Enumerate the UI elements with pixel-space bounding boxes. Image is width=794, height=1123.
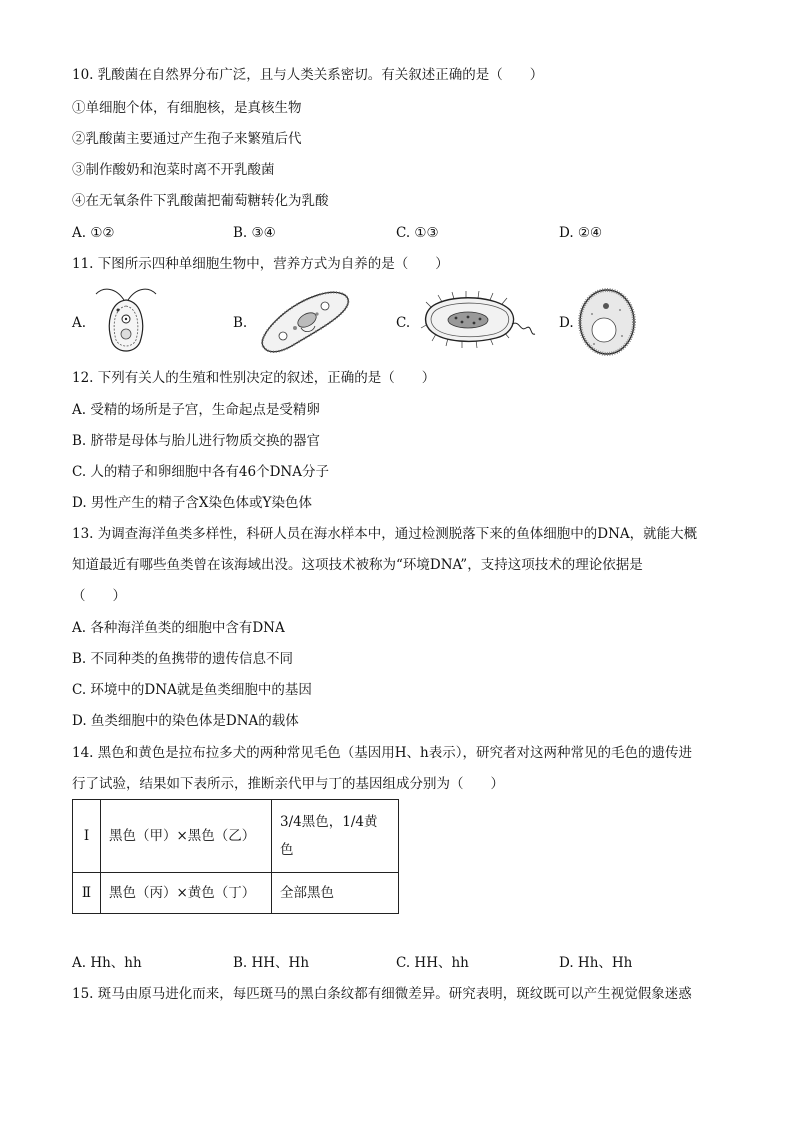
q13-option-a[interactable]: A. 各种海洋鱼类的细胞中含有DNA	[72, 620, 285, 636]
q11-label-c[interactable]: C.	[396, 315, 411, 331]
q10-item-1: ①单细胞个体，有细胞核，是真核生物	[72, 100, 302, 116]
q10-option-b[interactable]: B. ③④	[233, 225, 276, 241]
yeast-icon	[576, 286, 638, 358]
q13-option-d[interactable]: D. 鱼类细胞中的染色体是DNA的载体	[72, 713, 299, 729]
q12-option-c[interactable]: C. 人的精子和卵细胞中各有46个DNA分子	[72, 464, 329, 480]
q10-item-4: ④在无氧条件下乳酸菌把葡萄糖转化为乳酸	[72, 193, 329, 209]
group-cell: Ⅰ	[73, 800, 101, 873]
result-line-2: 色	[280, 842, 294, 858]
q13-option-b[interactable]: B. 不同种类的鱼携带的遗传信息不同	[72, 651, 294, 667]
bacterium-icon	[416, 290, 536, 354]
cross-cell: 黑色（甲）×黑色（乙）	[101, 800, 272, 873]
q10-item-2: ②乳酸菌主要通过产生孢子来繁殖后代	[72, 131, 302, 147]
q15-stem-line-1: 15. 斑马由原马进化而来，每匹斑马的黑白条纹都有细微差异。研究表明，斑纹既可以产生视觉假象迷惑	[72, 986, 692, 1002]
chlamydomonas-icon	[90, 286, 162, 358]
q11-stem: 11. 下图所示四种单细胞生物中，营养方式为自养的是（ ）	[72, 256, 449, 272]
q14-stem-line-2: 行了试验，结果如下表所示，推断亲代甲与丁的基因组成分别为（ ）	[72, 776, 504, 792]
table-row	[73, 800, 399, 873]
q10-stem: 10. 乳酸菌在自然界分布广泛，且与人类关系密切。有关叙述正确的是（ ）	[72, 67, 544, 83]
q10-option-c[interactable]: C. ①③	[396, 225, 439, 241]
q13-stem-line-2: 知道最近有哪些鱼类曾在该海域出没。这项技术被称为“环境DNA”，支持这项技术的理论依据是	[72, 557, 643, 573]
q14-option-b[interactable]: B. HH、Hh	[233, 955, 310, 971]
q10-item-3: ③制作酸奶和泡菜时离不开乳酸菌	[72, 162, 275, 178]
group-cell: Ⅱ	[73, 873, 101, 914]
q12-option-d[interactable]: D. 男性产生的精子含X染色体或Y染色体	[72, 495, 312, 511]
result-cell	[272, 800, 399, 873]
result-line-1: 3/4黑色，1/4黄	[280, 814, 378, 830]
paramecium-icon	[255, 288, 355, 356]
q13-stem-line-1: 13. 为调查海洋鱼类多样性，科研人员在海水样本中，通过检测脱落下来的鱼体细胞中的DNA，就能大概	[72, 526, 698, 542]
cross-cell: 黑色（丙）×黄色（丁）	[101, 873, 272, 914]
q10-option-a[interactable]: A. ①②	[72, 225, 115, 241]
q14-option-d[interactable]: D. Hh、Hh	[559, 955, 633, 971]
q11-label-d[interactable]: D.	[559, 315, 574, 331]
q12-stem: 12. 下列有关人的生殖和性别决定的叙述，正确的是（ ）	[72, 370, 436, 386]
q14-option-c[interactable]: C. HH、hh	[396, 955, 469, 971]
q10-option-d[interactable]: D. ②④	[559, 225, 603, 241]
q11-images	[72, 286, 672, 358]
q13-stem-line-3: （ ）	[72, 588, 126, 604]
q14-stem-line-1: 14. 黑色和黄色是拉布拉多犬的两种常见毛色（基因用H、h表示），研究者对这两种常见的毛色的遗传进	[72, 745, 692, 761]
q13-option-c[interactable]: C. 环境中的DNA就是鱼类细胞中的基因	[72, 682, 312, 698]
q14-option-a[interactable]: A. Hh、hh	[72, 955, 142, 971]
result-cell: 全部黑色	[272, 873, 399, 914]
q11-label-b[interactable]: B.	[233, 315, 248, 331]
q12-option-b[interactable]: B. 脐带是母体与胎儿进行物质交换的器官	[72, 433, 321, 449]
q14-options	[72, 954, 732, 972]
q10-options	[72, 224, 732, 242]
table-row	[73, 873, 399, 914]
q11-label-a[interactable]: A.	[72, 315, 87, 331]
cross-results-table	[72, 799, 399, 914]
q12-option-a[interactable]: A. 受精的场所是子宫，生命起点是受精卵	[72, 402, 320, 418]
